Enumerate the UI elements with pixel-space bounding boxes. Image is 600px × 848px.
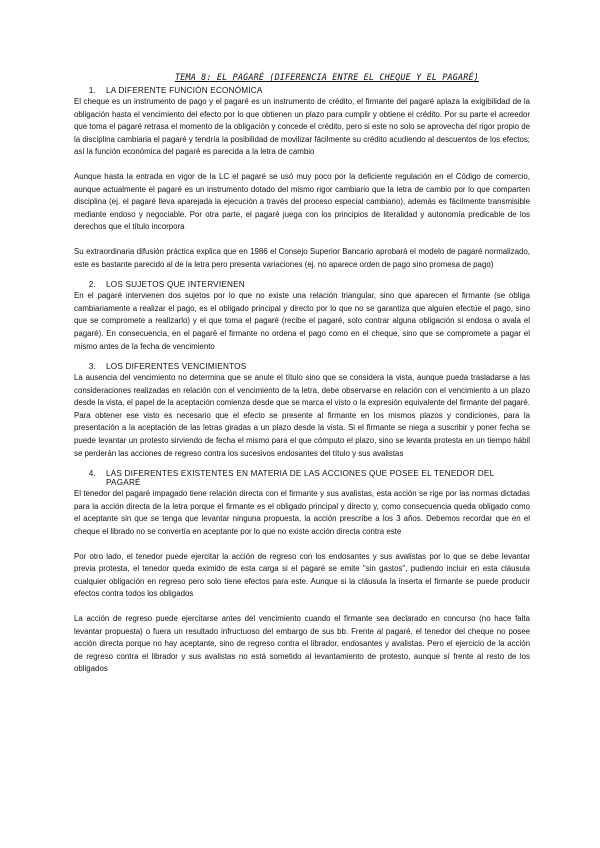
- paragraph: La ausencia del vencimiento no determina que se anule el título sino que se considera la vista, aunque pueda trasladarse a las consideraciones realizadas en relación con el vencimiento de la letra, debe observarse en relación con el vencimiento a un plazo desde la vista, el papel de la aceptación comienza desde que se marca el visto o la expresión equivalente del firmante del pagaré. Para obtener ese visto es necesario que el efecto se presente al firmante en los mismos plazos y condiciones, para la presentación a la aceptación de las letras giradas a un plazo desde la vista. Si el firmante se niega a suscribir y poner fecha se puede levantar un protesto sirviendo de fecha el mismo para el que cómputo el plazo, sino se levanta protesta en un tiempo hábil se perderán las acciones de regreso contra los sucesivos endosantes del título y sus avalistas: [74, 373, 530, 458]
- section-title: LA DIFERENTE FUNCIÓN ECONÓMICA: [106, 86, 263, 95]
- paragraph: Por otro lado, el tenedor puede ejercitar la acción de regreso con los endosantes y sus avalistas por lo que se debe levantar previa protesta, el tenedor queda eximido de esta carga si el pagaré se emite "sin gastos", pudiendo incluir en esta cláusula cualquier obligación en regreso pero solo tiene efectos para este. Aunque si la cláusula la inserta el firmante se puede producir efectos contra todos los obligados: [74, 551, 530, 599]
- section-number: 4.: [88, 469, 96, 479]
- paragraph: La acción de regreso puede ejercitarse antes del vencimiento cuando el firmante sea declarado en concurso (no hace falta levantar propuesta) o fuera un resultado infructuoso del embargo de sus bb. Frente al pagaré, el tenedor del cheque no posee acción directa porque no hay aceptante, sino de regreso contra el librador, endosantes y avalistas. Pero el ejercicio de la acción de regreso contra el librador y sus avalistas no está sometido al levantamiento de protesto, aunque sí frente al resto de los obligados: [74, 614, 530, 674]
- section-number: 1.: [88, 86, 96, 95]
- section-title: LOS SUJETOS QUE INTERVIENEN: [106, 280, 245, 290]
- section-heading-2: [74, 280, 530, 289]
- paragraph: El tenedor del pagaré impagado tiene relación directa con el firmante y sus avalistas, esta acción se rige por las normas dictadas para la acción directa de la letra porque el firmante es el obligado principal y directo y, como consecuencia queda obligado como el aceptante sin que se tenga que levantar ninguna propuesta, la acción prescribe a los 3 años. Debemos recordar que en el cheque el librado no se convertía en aceptante por lo que no existe acción directa contra este: [74, 489, 530, 537]
- paragraph: Su extraordinaria difusión práctica explica que en 1986 el Consejo Superior Bancario aprobará el modelo de pagaré normalizado, este es bastante parecido al de la letra pero presenta variaciones (ej. no aparece orden de pago sino promesa de pago): [74, 246, 530, 269]
- section-number: 3.: [88, 362, 96, 372]
- section-number: 2.: [88, 280, 96, 290]
- section-heading-3: [74, 362, 530, 371]
- section-heading-1: [74, 86, 530, 95]
- section-title: LAS DIFERENTES EXISTENTES EN MATERIA DE LAS ACCIONES QUE POSEE EL TENEDOR DEL PAGARÉ: [106, 469, 495, 488]
- section-heading-4: [74, 469, 530, 487]
- paragraph: El cheque es un instrumento de pago y el pagaré es un instrumento de crédito, el firmante del pagaré aplaza la exigibilidad de la obligación hasta el vencimiento del efecto por lo que obtienen un plazo para cumplir y obtiene el crédito. Por su parte el acreedor que toma el pagaré retrasa el momento de la obligación y concede el crédito, pero si este no solo se aprovecha del rigor propio de la disciplina cambiaria el pagaré y tendría la posibilidad de movilizar fácilmente su crédito acudiendo al descuentos de los efectos; así la función económica del pagaré es parecida a la letra de cambio: [74, 97, 530, 157]
- paragraph: En el pagaré intervienen dos sujetos por lo que no existe una relación triangular, sino que aparecen el firmante (se obliga cambiariamente a realizar el pago, es el obligado principal y directo por lo que no se garantiza que alguien efectúe el pago, sino que se compromete a realizarlo) y el que toma el pagaré (recibe el pagaré, solo contrar alguna obligación si endosa o avala el pagaré). En consecuencia, en el pagaré el firmante no ordena el pago como en el cheque, sino que se compromete a pagar el mismo antes de la fecha de vencimiento: [74, 291, 530, 351]
- document-title: TEMA 8: EL PAGARÉ (DIFERENCIA ENTRE EL CHEQUE Y EL PAGARÉ): [174, 72, 480, 82]
- paragraph: Aunque hasta la entrada en vigor de la LC el pagaré se usó muy poco por la deficiente regulación en el Código de comercio, aunque actualmente el pagaré es un instrumento dotado del mismo rigor cambiario que la letra de cambio por lo que comparten disciplina (ej. el pagaré lleva aparejada la ejecución a través del proceso especial cambiario), además es fácilmente transmisible mediante endoso y negociable. Por otra parte, el pagaré juega con los principios de literalidad y autonomía predicable de los derechos que el título incorpora: [74, 171, 530, 232]
- section-title: LOS DIFERENTES VENCIMIENTOS: [106, 362, 247, 372]
